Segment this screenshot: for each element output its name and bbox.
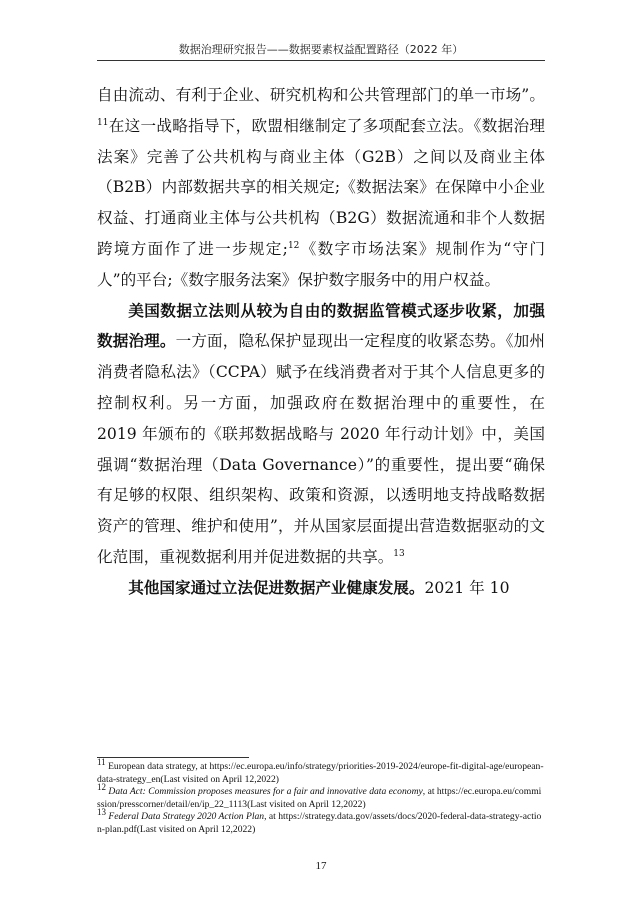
- paragraph-lead-sentence: 其他国家通过立法促进数据产业健康发展。: [128, 578, 425, 597]
- paragraph-text: 2021 年 10: [424, 578, 510, 597]
- footnote-text[interactable]: European data strategy, at https://ec.europa.eu/info/strategy/priorities-2019-2024/europe-fit-digital-age/european-data-strategy_en(Last visited on April 12,2022): [97, 761, 544, 785]
- paragraph-text: 自由流动、有利于企业、研究机构和公共管理部门的单一市场”。: [97, 86, 545, 104]
- footnote-ref-12[interactable]: 12: [287, 240, 300, 251]
- footnote-11: [97, 756, 545, 786]
- footnote-number: 12: [97, 782, 106, 792]
- paragraph-us-legislation: [97, 296, 545, 573]
- paragraph-lead-sentence: 美国数据立法则从较为自由的数据监管模式逐步收紧，加强数据治理。: [97, 301, 545, 351]
- footnote-title: Federal Data Strategy 2020 Action Plan: [108, 811, 265, 823]
- footnote-13: [97, 807, 545, 836]
- header-divider: [97, 60, 545, 61]
- footnote-ref-11[interactable]: 11: [97, 117, 109, 128]
- footnote-text[interactable]: , at https://strategy.data.gov/assets/docs/2020-federal-data-strategy-action-plan.pdf(Last visited on April 12,2022): [97, 811, 542, 835]
- footnote-ref-13[interactable]: 13: [393, 548, 405, 559]
- footnotes: [97, 756, 545, 837]
- paragraph-other-countries: [97, 573, 545, 604]
- footnote-title: Data Act: Commission proposes measures for a fair and innovative data economy: [108, 786, 423, 798]
- footnote-number: 11: [97, 756, 106, 767]
- footnote-divider: [97, 757, 249, 758]
- paragraph-text: 一方面，隐私保护显现出一定程度的收紧态势。《加州消费者隐私法》（CCPA）赋予在线消费者对于其个人信息更多的控制权利。另一方面，加强政府在数据治理中的重要性，在 2019 年颁布的《联邦数据战略与 2020 年行动计划》中，美国强调“数据治理（Data Governance）”的重要性，提出要“确保有足够的权限、组织架构、政策和资源，以透明地支持战略数据资产的管理、维护和使用”，并从国家层面提出营造数据驱动的文化范围，重视数据利用并促进数据的共享。: [97, 332, 545, 566]
- main-body: [97, 80, 545, 604]
- paragraph-eu-legislation: [97, 80, 545, 296]
- running-header: 数据治理研究报告——数据要素权益配置路径（2022 年）: [178, 43, 464, 56]
- footnote-12: [97, 782, 545, 811]
- footnote-text[interactable]: , at https://ec.europa.eu/commission/presscorner/detail/en/ip_22_1113(Last visited on April 12,2022): [97, 786, 542, 810]
- page-number: 17: [315, 860, 327, 872]
- footnote-number: 13: [97, 807, 106, 818]
- paragraph-text: 在这一战略指导下，欧盟相继制定了多项配套立法。《数据治理法案》完善了公共机构与商业主体（G2B）之间以及商业主体（B2B）内部数据共享的相关规定;《数据法案》在保障中小企业权益、打通商业主体与公共机构（B2G）数据流通和非个人数据跨境方面作了进一步规定;: [97, 116, 545, 258]
- paragraph-text: 《数字市场法案》规制作为“守门人”的平台;《数字服务法案》保护数字服务中的用户权益。: [97, 239, 545, 289]
